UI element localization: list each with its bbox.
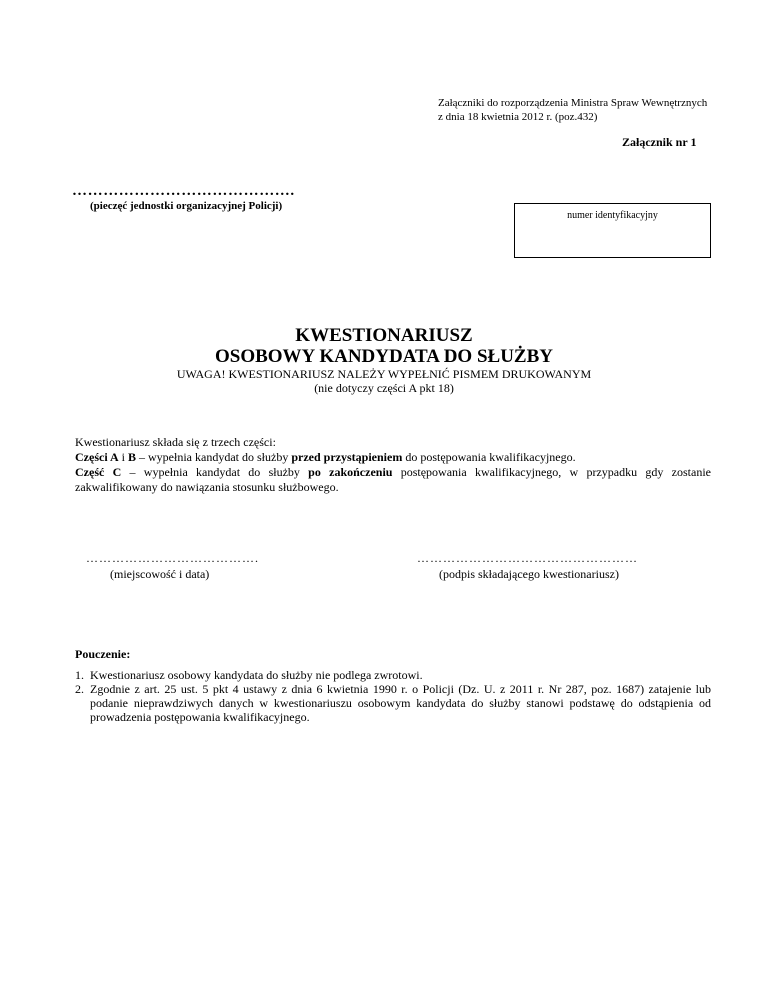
warning-subtext: (nie dotyczy części A pkt 18) bbox=[314, 381, 454, 395]
list-item-number: 1. bbox=[75, 668, 84, 682]
intro-c-text: – wypełnia kandydat do służby bbox=[121, 465, 309, 479]
list-item-text: Kwestionariusz osobowy kandydata do służby nie podlega zwrotowi. bbox=[90, 668, 423, 682]
list-item-number: 2. bbox=[75, 682, 84, 696]
intro-line1: Kwestionariusz składa się z trzech części: bbox=[75, 435, 276, 449]
page-title-line2: OSOBOWY KANDYDATA DO SŁUŻBY bbox=[214, 346, 553, 367]
regulation-note-line2: z dnia 18 kwietnia 2012 r. (poz.432) bbox=[438, 111, 598, 123]
intro-after: po zakończeniu bbox=[308, 465, 393, 479]
page-title-line1: KWESTIONARIUSZ bbox=[295, 325, 473, 346]
intro-part-b: B bbox=[128, 450, 137, 464]
regulation-note-line1: Załączniki do rozporządzenia Ministra Spraw Wewnętrznych bbox=[438, 97, 708, 109]
place-date-label: (miejscowość i data) bbox=[110, 567, 210, 581]
intro-part-a: Części A bbox=[75, 450, 119, 464]
intro-before: przed przystąpieniem bbox=[291, 450, 403, 464]
intro-text: – wypełnia kandydat do służby bbox=[136, 450, 292, 464]
intro-conj: i bbox=[118, 450, 128, 464]
title-block bbox=[0, 325, 768, 395]
intro-section bbox=[75, 435, 711, 495]
stamp-dotted-line: ……………………………………. bbox=[72, 183, 295, 199]
place-date-field[interactable]: …………………………………. bbox=[86, 551, 259, 565]
signature-label: (podpis składającego kwestionariusz) bbox=[439, 567, 619, 581]
instruction-list bbox=[75, 668, 711, 724]
regulation-note bbox=[438, 96, 707, 124]
list-item-text: Zgodnie z art. 25 ust. 5 pkt 4 ustawy z dnia 6 kwietnia 1990 r. o Policji (Dz. U. z 2011 r. Nr 287, poz. 1687) zatajenie lub podanie nieprawdziwych danych w kwestionariuszu osobowym kandydata do służby stanowi podstawę do odstąpienia od prowadzenia postępowania kwalifikacyjnego. bbox=[90, 682, 711, 724]
id-number-box[interactable] bbox=[514, 203, 711, 258]
intro-text-end: do postępowania kwalifikacyjnego. bbox=[402, 450, 576, 464]
intro-c-text-end: postępowania kwalifikacyjnego, w przypadku gdy zostanie zakwalifikowany do nawiązania stosunku służbowego. bbox=[75, 465, 711, 494]
intro-part-c-label: Część C bbox=[75, 465, 122, 479]
list-item bbox=[75, 682, 711, 724]
id-number-label: numer identyfikacyjny bbox=[567, 210, 658, 221]
stamp-label: (pieczęć jednostki organizacyjnej Policji) bbox=[90, 200, 283, 212]
warning-text: UWAGA! KWESTIONARIUSZ NALEŻY WYPEŁNIĆ PISMEM DRUKOWANYM bbox=[176, 367, 592, 381]
intro-part-c bbox=[75, 465, 711, 495]
list-item bbox=[75, 668, 711, 682]
intro-parts-ab bbox=[75, 450, 711, 465]
attachment-number: Załącznik nr 1 bbox=[622, 135, 697, 149]
instruction-heading: Pouczenie: bbox=[75, 647, 131, 661]
signature-field[interactable]: …………………………………………… bbox=[417, 551, 638, 565]
